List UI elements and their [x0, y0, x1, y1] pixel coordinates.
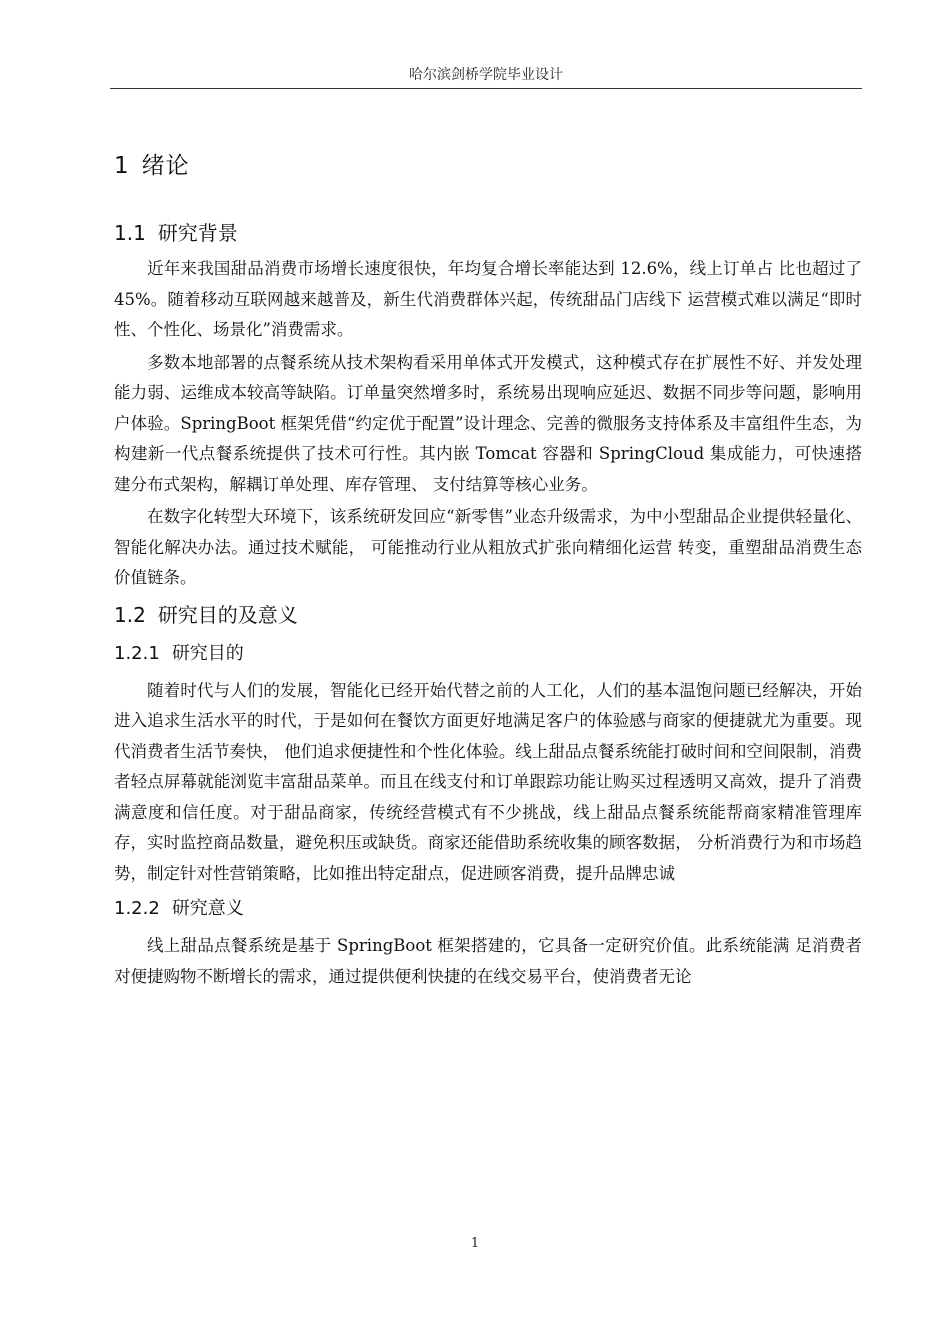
- section-title: 研究背景: [157, 221, 238, 245]
- paragraph: 在数字化转型大环境下，该系统研发回应“新零售”业态升级需求，为中小型甜品企业提供轻量化、智能化解决办法。通过技术赋能， 可能推动行业从粗放式扩张向精细化运营 转变，重塑甜品消费生态价值链条。: [114, 507, 862, 587]
- subsection-title: 研究意义: [171, 898, 244, 919]
- section-number: 1.2: [114, 602, 146, 627]
- page-number: 1: [470, 1236, 480, 1251]
- running-header: 哈尔滨剑桥学院毕业设计: [409, 67, 563, 83]
- chapter-title: 绪论: [141, 153, 190, 179]
- subsection-heading-1-2-2: [114, 891, 862, 927]
- paragraph: 多数本地部署的点餐系统从技术架构看采用单体式开发模式，这种模式存在扩展性不好、并发处理能力弱、运维成本较高等缺陷。订单量突然增多时，系统易出现响应延迟、数据不同步等问题，影响用户体验。SpringBoot 框架凭借“约定优于配置”设计理念、完善的微服务支持体系及丰富组件生态，为构建新一代点餐系统提供了技术可行性。其内嵌 Tomcat 容器和 SpringCloud 集成能力，可快速搭建分布式架构，解耦订单处理、库存管理、 支付结算等核心业务。: [114, 352, 862, 494]
- section-heading-1-2: [114, 596, 862, 634]
- subsection-title: 研究目的: [171, 642, 244, 664]
- paragraph: 近年来我国甜品消费市场增长速度很快，年均复合增长率能达到 12.6%，线上订单占 比也超过了 45%。随着移动互联网越来越普及，新生代消费群体兴起，传统甜品门店线下 运营模式难以满足“即时性、个性化、场景化”消费需求。: [114, 259, 862, 339]
- chapter-heading: [114, 146, 862, 186]
- section-number: 1.1: [114, 221, 146, 245]
- subsection-number: 1.2.2: [114, 898, 160, 919]
- section-heading-1-1: [114, 214, 862, 252]
- paragraph: 随着时代与人们的发展，智能化已经开始代替之前的人工化，人们的基本温饱问题已经解决，开始进入追求生活水平的时代，于是如何在餐饮方面更好地满足客户的体验感与商家的便捷就尤为重要。现代消费者生活节奏快， 他们追求便捷性和个性化体验。线上甜品点餐系统能打破时间和空间限制，消费者轻点屏幕就能浏览丰富甜品菜单。而且在线支付和订单跟踪功能让购买过程透明又高效，提升了消费满意度和信任度。对于甜品商家，传统经营模式有不少挑战，线上甜品点餐系统能帮商家精准管理库存，实时监控商品数量，避免积压或缺货。商家还能借助系统收集的顾客数据， 分析消费行为和市场趋势，制定针对性营销策略，比如推出特定甜点，促进顾客消费，提升品牌忠诚: [114, 680, 862, 883]
- section-title: 研究目的及意义: [157, 602, 298, 627]
- chapter-number: 1: [114, 153, 130, 179]
- document-body: [114, 146, 862, 994]
- header-divider: [110, 88, 862, 89]
- paragraph: 线上甜品点餐系统是基于 SpringBoot 框架搭建的，它具备一定研究价值。此系统能满 足消费者对便捷购物不断增长的需求，通过提供便利快捷的在线交易平台，使消费者无论: [114, 936, 862, 986]
- subsection-number: 1.2.1: [114, 642, 160, 664]
- subsection-heading-1-2-1: [114, 636, 862, 672]
